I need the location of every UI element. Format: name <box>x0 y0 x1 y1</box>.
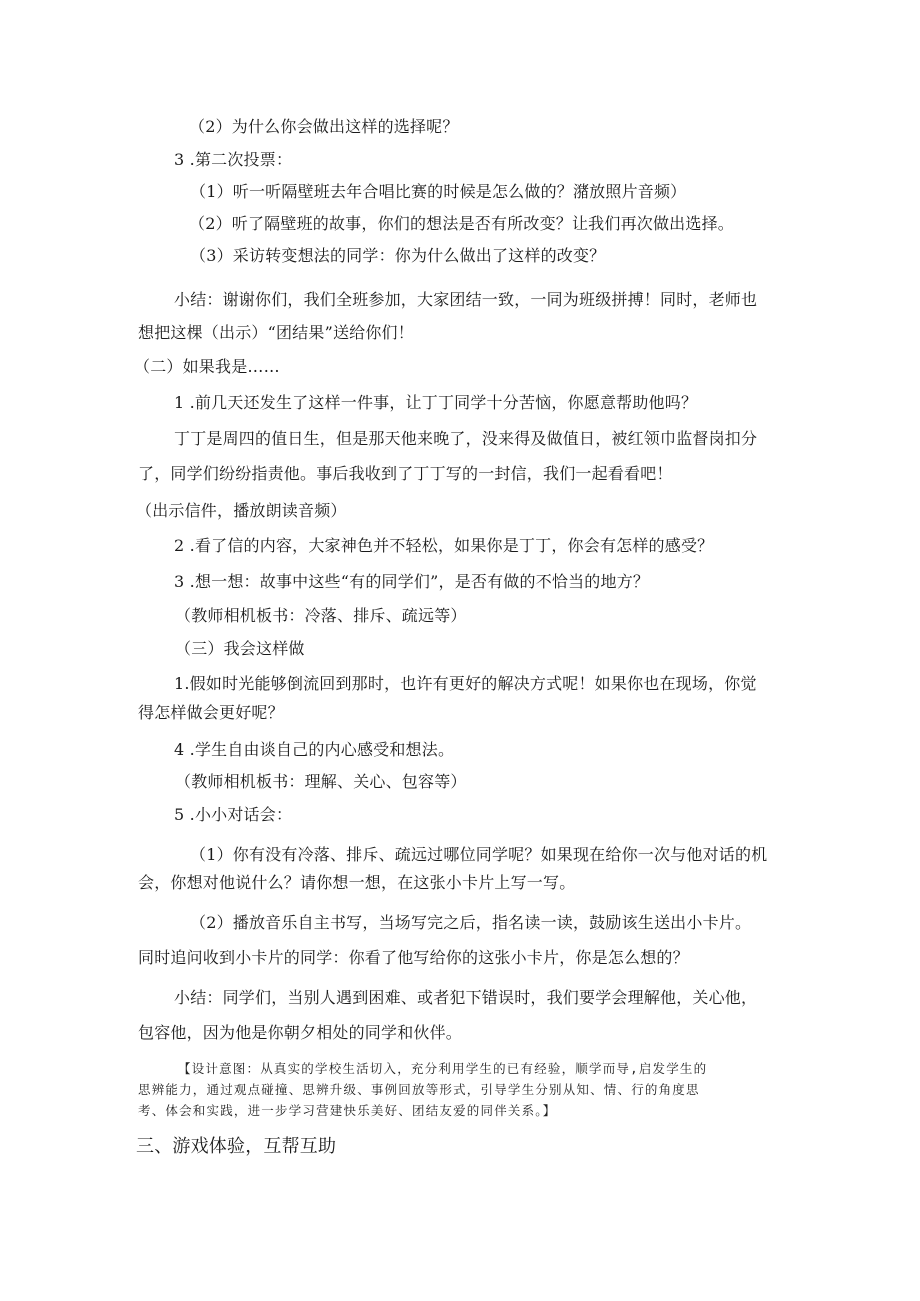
design-intent-line-2: 思辨能力，通过观点碰撞、思辨升级、事例回放等形式，引导学生分别从知、情、行的角度思 <box>138 1082 700 1097</box>
board-note-2: （教师相机板书：理解、关心、包容等） <box>175 772 467 791</box>
dialogue-2-line-1: （2）播放音乐自主书写，当场写完之后，指名读一读，鼓励该生送出小卡片。 <box>190 913 752 932</box>
second-vote-heading: 3 .第二次投票： <box>174 150 293 169</box>
summary-2-line-1: 小结：同学们，当别人遇到困难、或者犯下错误时，我们要学会理解他，关心他， <box>174 988 758 1007</box>
dialogue-1-line-2: 会，你想对他说什么？请你想一想，在这张小卡片上写一写。 <box>138 873 576 892</box>
vote-sub-item-1: （1）听一听隔壁班去年合唱比赛的时候是怎么做的？潴放照片音频） <box>190 182 687 201</box>
section-2-item-2: 2 .看了信的内容，大家神色并不轻松，如果你是丁丁，你会有怎样的感受？ <box>174 536 714 555</box>
section-3-item-1-line-1: 1.假如时光能够倒流回到那时，也许有更好的解决方式呢！如果你也在现场，你觉 <box>174 674 757 693</box>
design-intent-line-3: 考、体会和实践，进一步学习营建快乐美好、团结友爱的同伴关系。】 <box>138 1103 557 1118</box>
section-2-item-3: 3 .想一想：故事中这些“有的同学们”，是否有做的不恰当的地方？ <box>174 572 650 591</box>
story-line-2: 了，同学们纷纷指责他。事后我收到了丁丁写的一封信，我们一起看看吧！ <box>138 464 673 483</box>
summary-2-line-2: 包容他，因为他是你朝夕相处的同学和伙伴。 <box>138 1023 463 1042</box>
section-3-item-5: 5 .小小对话会： <box>174 805 293 824</box>
part-3-heading: 三、游戏体验，互帮互助 <box>136 1136 337 1157</box>
summary-1-line-1: 小结：谢谢你们，我们全班参加，大家团结一致，一同为班级拼搏！同时，老师也 <box>174 290 758 309</box>
section-3-heading: （三）我会这样做 <box>175 639 305 658</box>
vote-question-2: （2）为什么你会做出这样的选择呢？ <box>189 117 459 136</box>
dialogue-2-line-2: 同时追问收到小卡片的同学：你看了他写给你的这张小卡片，你是怎么想的？ <box>138 948 689 967</box>
dialogue-1-line-1: （1）你有没有冷落、排斥、疏远过哪位同学呢？如果现在给你一次与他对话的机 <box>190 845 768 864</box>
summary-1-line-2: 想把这棵（出示）“团结果”送给你们！ <box>138 323 414 342</box>
vote-sub-item-2: （2）听了隔壁班的故事，你们的想法是否有所改变？让我们再次做出选择。 <box>189 214 734 233</box>
section-2-item-1: 1 .前几天还发生了这样一件事，让丁丁同学十分苦恼，你愿意帮助他吗？ <box>174 393 698 412</box>
section-3-item-1-line-2: 得怎样做会更好呢？ <box>138 703 284 722</box>
story-line-1: 丁丁是周四的值日生，但是那天他来晚了，没来得及做值日，被红领巾监督岗扣分 <box>174 429 758 448</box>
design-intent-line-1: 【设计意图：从真实的学校生活切入，充分利用学生的已有经验，顺学而导,启发学生的 <box>178 1061 708 1076</box>
board-note-1: （教师相机板书：冷落、排斥、疏远等） <box>175 606 467 625</box>
vote-sub-item-3: （3）采访转变想法的同学：你为什么做出了这样的改变？ <box>190 246 606 265</box>
letter-note: （出示信件，播放朗读音频） <box>136 501 347 520</box>
section-2-heading: （二）如果我是…… <box>134 357 280 376</box>
section-3-item-4: 4 .学生自由谈自己的内心感受和想法。 <box>174 740 455 759</box>
